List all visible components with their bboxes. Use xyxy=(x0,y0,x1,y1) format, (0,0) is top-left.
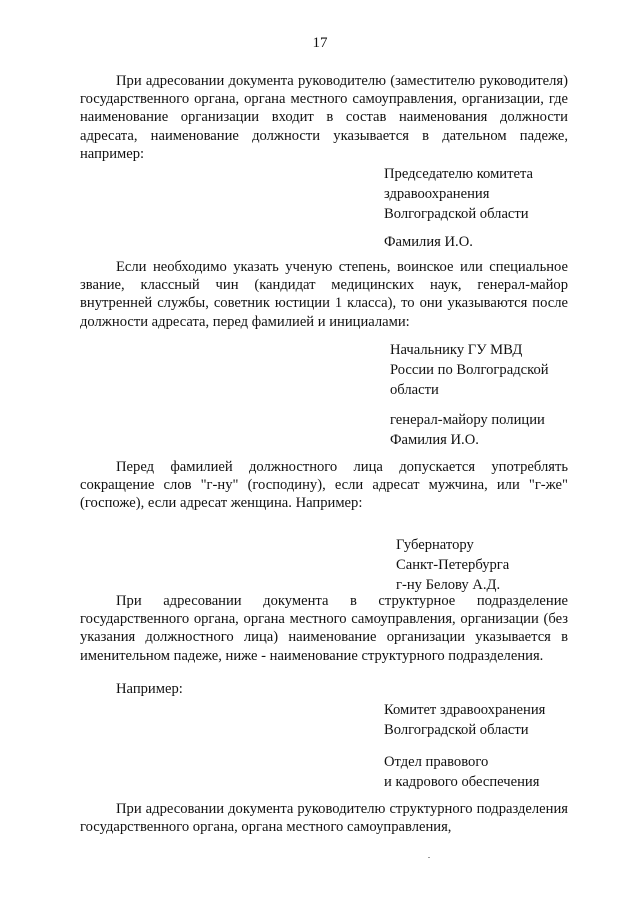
address-line: Санкт-Петербурга xyxy=(396,557,510,573)
paragraph-unit-head: При адресовании документа руководителю структурного подразделения государственного органа, органа местного самоуправления, xyxy=(80,801,568,836)
address-line: генерал-майору полиции xyxy=(390,412,545,428)
address-line: Отдел правового xyxy=(384,754,489,770)
paragraph-structural-unit: При адресовании документа в структурное подразделение государственного органа, органа местного самоуправления, организации (без указания должностного лица) наименование организации указывается в именительном падеже, ниже - наименование структурного подразделения. xyxy=(80,593,568,664)
address-block-mvd xyxy=(390,340,549,400)
address-line: Волгоградской области xyxy=(384,722,529,738)
address-line: и кадрового обеспечения xyxy=(384,774,540,790)
scan-speck xyxy=(428,857,430,858)
address-block-governor xyxy=(396,535,509,595)
address-line: области xyxy=(390,382,439,398)
address-line: Фамилия И.О. xyxy=(390,432,479,448)
address-block-department xyxy=(384,752,539,792)
address-block-health-committee xyxy=(384,700,545,740)
paragraph-addressing-head: При адресовании документа руководителю (заместителю руководителя) государственного органа, органа местного самоуправления, организации, где наименование организации входит в состав наименования должности адресата, наименование должности указывается в дательном падеже, например: xyxy=(80,73,568,162)
paragraph-abbreviations: Перед фамилией должностного лица допускается употреблять сокращение слов "г-ну" (господину), если адресат мужчина, или "г-же"(госпоже), если адресат женщина. Например: xyxy=(80,459,568,512)
address-line: Губернатору xyxy=(396,537,474,553)
address-line: России по Волгоградской xyxy=(390,362,549,378)
address-block-committee xyxy=(384,164,533,224)
example-label: Например: xyxy=(116,681,183,697)
page-number: 17 xyxy=(312,35,328,51)
address-line: здравоохранения xyxy=(384,186,490,202)
address-block-rank xyxy=(390,410,545,450)
address-line: Волгоградской области xyxy=(384,206,529,222)
address-line: Председателю комитета xyxy=(384,166,534,182)
paragraph-ranks-titles: Если необходимо указать ученую степень, воинское или специальное звание, классный чин (кандидат медицинских наук, генерал-майор внутренней службы, советник юстиции 1 класса), то они указываются после должности адресата, перед фамилией и инициалами: xyxy=(80,259,568,330)
address-line: г-ну Белову А.Д. xyxy=(396,577,501,593)
address-line: Начальнику ГУ МВД xyxy=(390,342,523,358)
address-name: Фамилия И.О. xyxy=(384,234,473,250)
address-line: Комитет здравоохранения xyxy=(384,702,546,718)
